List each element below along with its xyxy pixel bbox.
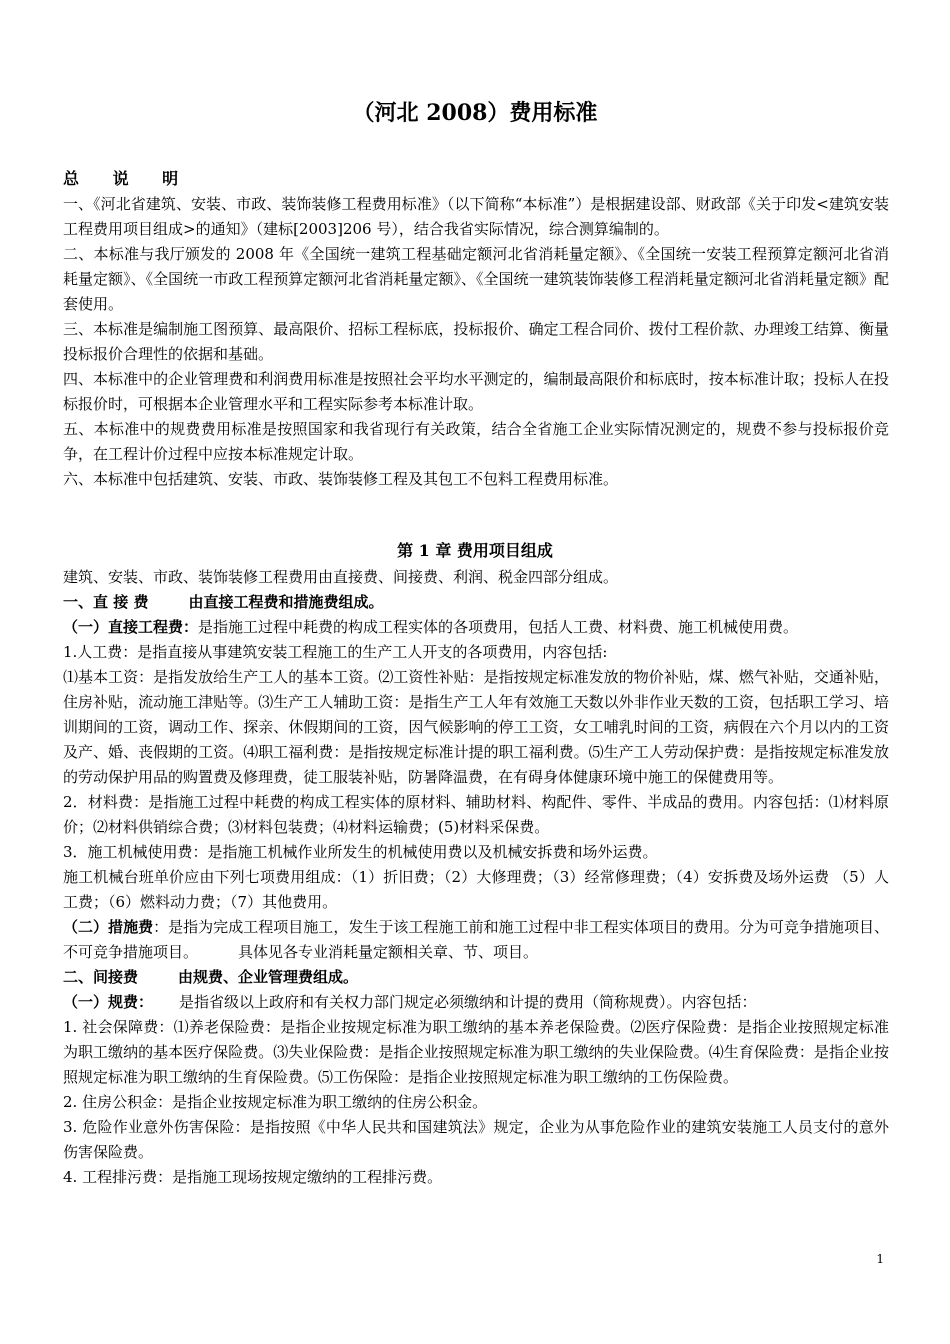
- indirect-cost-label: 二、间接费: [63, 968, 139, 986]
- machine-cost: 3．施工机械使用费：是指施工机械作业所发生的机械使用费以及机械安拆费和场外运费。: [63, 843, 658, 861]
- general-paragraph-6: 六、本标准中包括建筑、安装、市政、装饰装修工程及其包工不包料工程费用标准。: [63, 470, 619, 488]
- general-paragraph-4: 四、本标准中的企业管理费和利润费用标准是按照社会平均水平测定的，编制最高限价和标底时，按本标准计取；投标人在投标报价时，可根据本企业管理水平和工程实际参考本标准计取。: [63, 370, 889, 413]
- general-paragraph-2: 二、本标准与我厅颁发的 2008 年《全国统一建筑工程基础定额河北省消耗量定额》、《全国统一安装工程预算定额河北省消耗量定额》、《全国统一市政工程预算定额河北省消耗量定额》、《全国统一建筑装饰装修工程消耗量定额河北省消耗量定额》配套使用。: [63, 245, 889, 313]
- accident-insurance: 3. 危险作业意外伤害保险：是指按照《中华人民共和国建筑法》规定，企业为从事危险作业的建筑安装施工人员支付的意外伤害保险费。: [63, 1118, 889, 1161]
- chapter-section: [63, 565, 889, 1190]
- machine-cost-detail: 施工机械台班单价应由下列七项费用组成：（1）折旧费；（2）大修理费；（3）经常修理费；（4）安拆费及场外运费 （5）人工费；（6）燃料动力费；（7）其他费用。: [63, 868, 889, 911]
- statutory-fees: [63, 990, 889, 1015]
- direct-cost-desc: 由直接工程费和措施费组成。: [188, 593, 384, 611]
- social-security-fee: 1. 社会保障费：⑴养老保险费：是指企业按规定标准为职工缴纳的基本养老保险费。⑵医疗保险费：是指企业按照规定标准为职工缴纳的基本医疗保险费。⑶失业保险费：是指企业按照规定标准为职工缴纳的失业保险费。⑷生育保险费：是指企业按照规定标准为职工缴纳的生育保险费。⑸工伤保险：是指企业按照规定标准为职工缴纳的工伤保险费。: [63, 1018, 889, 1086]
- general-paragraph-5: 五、本标准中的规费费用标准是按照国家和我省现行有关政策，结合全省施工企业实际情况测定的，规费不参与投标报价竞争，在工程计价过程中应按本标准规定计取。: [63, 420, 889, 463]
- material-cost: 2．材料费：是指施工过程中耗费的构成工程实体的原材料、辅助材料、构配件、零件、半成品的费用。内容包括：⑴材料原价；⑵材料供销综合费；⑶材料包装费；⑷材料运输费；(5)材料采保费。: [63, 793, 889, 836]
- document-title: （河北 2008）费用标准: [352, 100, 598, 126]
- labor-cost-detail: ⑴基本工资：是指发放给生产工人的基本工资。⑵工资性补贴：是指按规定标准发放的物价补贴，煤、燃气补贴，交通补贴，住房补贴，流动施工津贴等。⑶生产工人辅助工资：是指生产工人年有效施工天数以外非作业天数的工资，包括职工学习、培训期间的工资，调动工作、探亲、休假期间的工资，因气候影响的停工工资，女工哺乳时间的工资，病假在六个月以内的工资及产、婚、丧假期的工资。⑷职工福利费：是指按规定标准计提的职工福利费。⑸生产工人劳动保护费：是指按规定标准发放的劳动保护用品的购置费及修理费，徒工服装补贴，防暑降温费，在有碍身体健康环境中施工的保健费用等。: [63, 668, 889, 786]
- measures-note: 具体见各专业消耗量定额相关章、节、项目。: [238, 943, 539, 961]
- sewage-fee: 4. 工程排污费：是指施工现场按规定缴纳的工程排污费。: [63, 1168, 443, 1186]
- direct-engineering-cost: [63, 615, 889, 640]
- chapter-heading: 第 1 章 费用项目组成: [397, 541, 553, 560]
- housing-fund: 2. 住房公积金：是指企业按规定标准为职工缴纳的住房公积金。: [63, 1093, 488, 1111]
- labor-cost-intro: 1.人工费：是指直接从事建筑安装工程施工的生产工人开支的各项费用，内容包括:: [63, 643, 608, 661]
- general-paragraph-3: 三、本标准是编制施工图预算、最高限价、招标工程标底，投标报价、确定工程合同价、拨付工程价款、办理竣工结算、衡量投标报价合理性的依据和基础。: [63, 320, 889, 363]
- direct-engineering-text: 是指施工过程中耗费的构成工程实体的各项费用，包括人工费、材料费、施工机械使用费。: [198, 618, 799, 636]
- measures-cost: [63, 915, 889, 965]
- indirect-cost-desc: 由规费、企业管理费组成。: [178, 968, 359, 986]
- indirect-cost-heading: [63, 965, 889, 990]
- chapter-intro: 建筑、安装、市政、装饰装修工程费用由直接费、间接费、利润、税金四部分组成。: [63, 568, 619, 586]
- measures-text: ：是指为完成工程项目施工，发生于该工程施工前和施工过程中非工程实体项目的费用。分为可竞争措施项目、不可竞争措施项目。: [63, 918, 889, 961]
- general-heading: 总 说 明: [63, 169, 193, 188]
- general-section: [63, 192, 889, 492]
- general-paragraph-1: 一、《河北省建筑、安装、市政、装饰装修工程费用标准》（以下简称“本标准”）是根据建设部、财政部《关于印发<建筑安装工程费用项目组成>的通知》（建标[2003]206 号），结合我省实际情况，综合测算编制的。: [63, 195, 889, 238]
- page-number: 1: [876, 1252, 884, 1266]
- statutory-fees-text: 是指省级以上政府和有关权力部门规定必须缴纳和计提的费用（简称规费）。内容包括：: [179, 993, 757, 1011]
- direct-cost-label: 一、直 接 费: [63, 593, 149, 611]
- direct-cost-heading: [63, 590, 889, 615]
- statutory-fees-label: （一）规费：: [63, 993, 154, 1011]
- measures-label: （二）措施费: [63, 918, 154, 936]
- direct-engineering-label: （一）直接工程费：: [63, 618, 199, 636]
